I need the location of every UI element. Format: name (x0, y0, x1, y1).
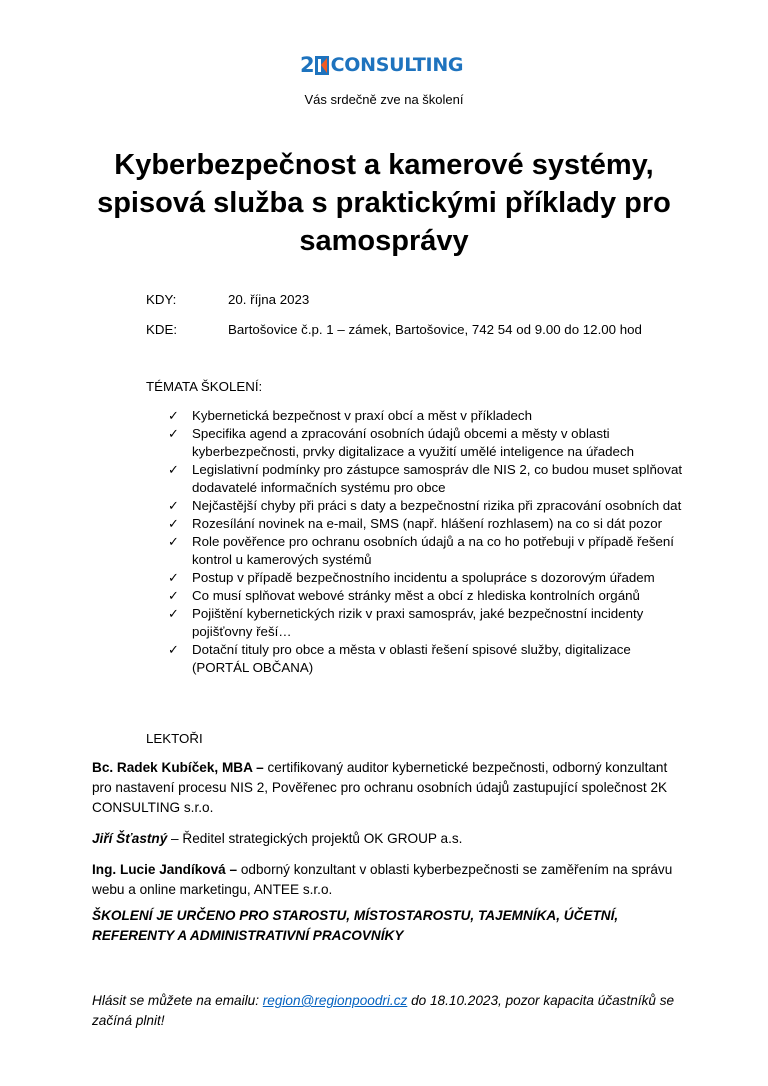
lecturer-name: Bc. Radek Kubíček, MBA – (92, 760, 264, 775)
title-line: samosprávy (299, 225, 469, 257)
check-icon: ✓ (168, 408, 179, 423)
check-icon: ✓ (168, 642, 179, 657)
logo-k-mark-icon (315, 56, 329, 75)
list-item: ✓ Nejčastější chyby při práci s daty a bezpečnostní rizika při zpracování osobních dat (168, 498, 682, 513)
check-icon: ✓ (168, 606, 179, 621)
lecturers-heading: LEKTOŘI (146, 731, 203, 746)
check-icon: ✓ (168, 534, 179, 549)
lecturer-name: Jiří Šťastný (92, 831, 168, 846)
lecturer-description: – Ředitel strategických projektů OK GROUP a.s. (167, 831, 463, 846)
invitation-text: Vás srdečně zve na školení (304, 92, 464, 107)
check-icon: ✓ (168, 516, 179, 531)
logo-name: CONSULTING (330, 54, 464, 76)
company-logo (300, 52, 463, 78)
list-item: ✓ Co musí splňovat webové stránky měst a obcí z hlediska kontrolních orgánů (168, 588, 640, 603)
list-item: ✓ Postup v případě bezpečnostního incidentu a spolupráce s dozorovým úřadem (168, 570, 655, 585)
check-icon: ✓ (168, 426, 179, 441)
lecturer-name: Ing. Lucie Jandíková – (92, 862, 238, 877)
list-item: ✓ Kybernetická bezpečnost v praxí obcí a měst v příkladech (168, 408, 532, 423)
lecturer-entry (92, 860, 682, 900)
where-label: KDE: (146, 322, 178, 337)
lecturer-entry (92, 758, 682, 818)
list-item: ✓ Pojištění kybernetických rizik v praxi samospráv, jaké bezpečnostní incidenty pojišťovny řeší… (168, 606, 644, 639)
where-value: Bartošovice č.p. 1 – zámek, Bartošovice, 742 54 od 9.00 do 12.00 hod (228, 322, 642, 337)
check-icon: ✓ (168, 570, 179, 585)
list-item: ✓ Rozesílání novinek na e-mail, SMS (např. hlášení rozhlasem) na co si dát pozor (168, 516, 663, 531)
lecturer-description: odborný konzultant v oblasti kyberbezpečnosti se zaměřením na správu webu a online marketingu, ANTEE s.r.o. (92, 862, 673, 897)
check-icon: ✓ (168, 588, 179, 603)
email-link[interactable]: region@regionpoodri.cz (262, 993, 408, 1008)
when-row (146, 292, 309, 307)
title-line: Kyberbezpečnost a kamerové systémy, (114, 149, 654, 181)
list-item: ✓ Role pověřence pro ochranu osobních údajů a na co ho potřebuji v případě řešení kontrol u kamerových systémů (168, 534, 674, 567)
logo-number: 2 (300, 53, 314, 77)
when-value: 20. října 2023 (228, 292, 310, 307)
list-item: ✓ Legislativní podmínky pro zástupce samospráv dle NIS 2, co budou muset splňovat dodavatelé informačních systému pro obce (168, 462, 683, 495)
lecturer-description: certifikovaný auditor kybernetické bezpečnosti, odborný konzultant pro nastavení procesu NIS 2, Pověřenec pro ochranu osobních údajů zastupující společnost 2K CONSULTING s.r.o. (92, 760, 668, 815)
where-row (146, 322, 642, 337)
when-label: KDY: (146, 292, 177, 307)
list-item: ✓ Specifika agend a zpracování osobních údajů obcemi a městy v oblasti kyberbezpečnosti, prvky digitalizace a využití umělé inteligence na úřadech (168, 426, 634, 459)
topics-heading: TÉMATA ŠKOLENÍ: (146, 379, 263, 394)
topics-list (166, 407, 686, 677)
title-line: spisová služba s praktickými příklady pro (97, 187, 671, 219)
page-title (60, 146, 708, 260)
registration-note: Hlásit se můžete na emailu: region@regionpoodri.cz do 18.10.2023, pozor kapacita účastníků se začíná plnit! (92, 993, 675, 1028)
check-icon: ✓ (168, 498, 179, 513)
lecturer-entry (92, 829, 682, 849)
check-icon: ✓ (168, 462, 179, 477)
target-audience-notice: ŠKOLENÍ JE URČENO PRO STAROSTU, MÍSTOSTAROSTU, TAJEMNÍKA, ÚČETNÍ, REFERENTY A ADMINISTRATIVNÍ PRACOVNÍKY (92, 908, 619, 943)
list-item: ✓ Dotační tituly pro obce a města v oblasti řešení spisové služby, digitalizace (PORTÁL OBČANA) (168, 642, 631, 675)
